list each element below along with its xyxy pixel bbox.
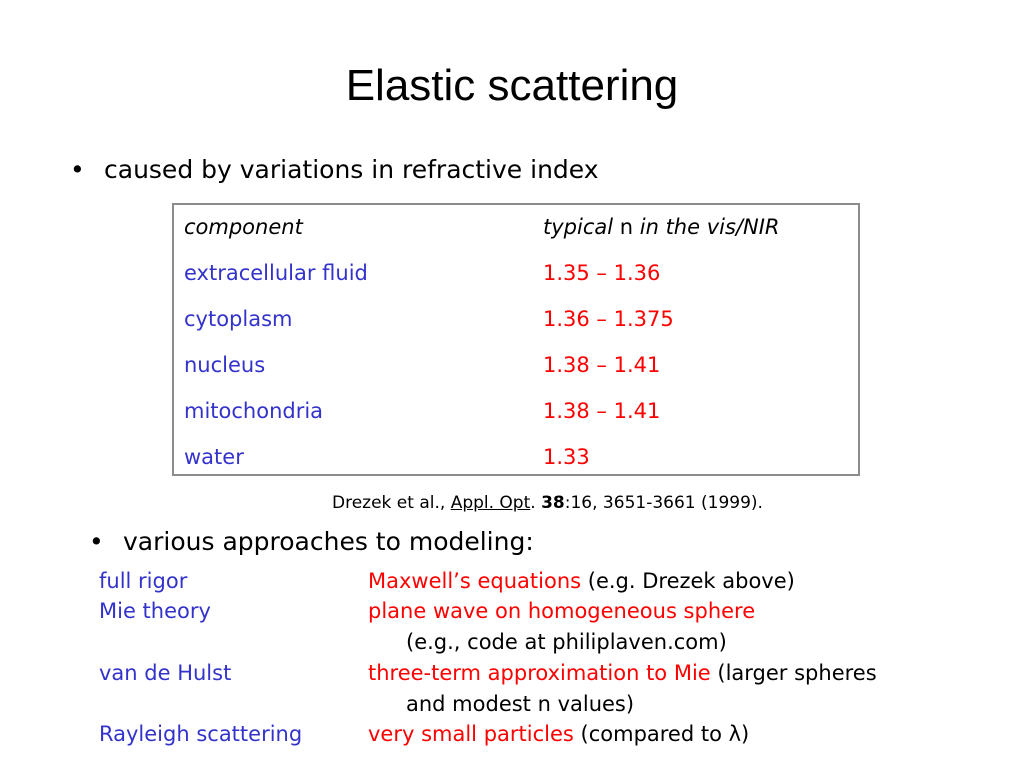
table-row — [184, 304, 854, 334]
bullet-icon: • — [70, 155, 85, 184]
slide-title: Elastic scattering — [345, 61, 679, 110]
table-row — [184, 442, 854, 472]
index-value: 1.33 — [543, 445, 590, 469]
citation-volume: 38 — [541, 493, 565, 513]
citation-journal: Appl. Opt — [450, 493, 531, 513]
method-name: Mie theory — [99, 599, 211, 623]
method-note: (larger spheres — [710, 661, 877, 685]
index-value: 1.36 – 1.375 — [543, 307, 674, 331]
citation-period: . — [530, 493, 542, 513]
header-typical-n — [543, 212, 779, 242]
index-value: 1.38 – 1.41 — [543, 353, 661, 377]
method-highlight: Maxwell’s equations — [368, 569, 582, 593]
header-range: in the vis/NIR — [639, 215, 780, 239]
index-value: 1.38 – 1.41 — [543, 399, 661, 423]
method-name: full rigor — [99, 569, 188, 593]
citation-rest: :16, 3651-3661 (1999). — [564, 493, 763, 513]
component-name: mitochondria — [184, 399, 324, 423]
bullet-text: various approaches to modeling: — [123, 527, 534, 556]
method-note: (compared to λ) — [573, 722, 750, 746]
index-value: 1.35 – 1.36 — [543, 261, 661, 285]
method-highlight: three-term approximation to Mie — [368, 661, 711, 685]
method-description — [368, 566, 795, 596]
method-note: (e.g. Drezek above) — [581, 569, 795, 593]
citation-authors: Drezek et al., — [332, 493, 451, 513]
method-description — [368, 658, 877, 688]
bullet-modeling-approaches — [89, 526, 534, 558]
component-name: nucleus — [184, 353, 266, 377]
bullet-text: caused by variations in refractive index — [104, 155, 599, 184]
table-row — [184, 258, 854, 288]
method-description — [368, 719, 749, 749]
refractive-index-table — [172, 203, 860, 476]
method-name: van de Hulst — [99, 661, 232, 685]
method-highlight: plane wave on homogeneous sphere — [368, 599, 756, 623]
table-row — [184, 350, 854, 380]
citation — [332, 490, 763, 516]
component-name: water — [184, 445, 244, 469]
bullet-refractive-index — [70, 154, 599, 186]
header-typical: typical — [543, 215, 614, 239]
method-continuation: (e.g., code at philiplaven.com) — [406, 630, 727, 654]
table-row — [184, 396, 854, 426]
bullet-icon: • — [89, 527, 104, 556]
header-n: n — [613, 215, 640, 239]
method-continuation: and modest n values) — [406, 692, 635, 716]
component-name: cytoplasm — [184, 307, 293, 331]
method-description — [368, 596, 755, 626]
component-name: extracellular fluid — [184, 261, 368, 285]
method-name: Rayleigh scattering — [99, 722, 303, 746]
header-component: component — [184, 215, 303, 239]
method-highlight: very small particles — [368, 722, 574, 746]
table-header-row — [184, 212, 854, 242]
